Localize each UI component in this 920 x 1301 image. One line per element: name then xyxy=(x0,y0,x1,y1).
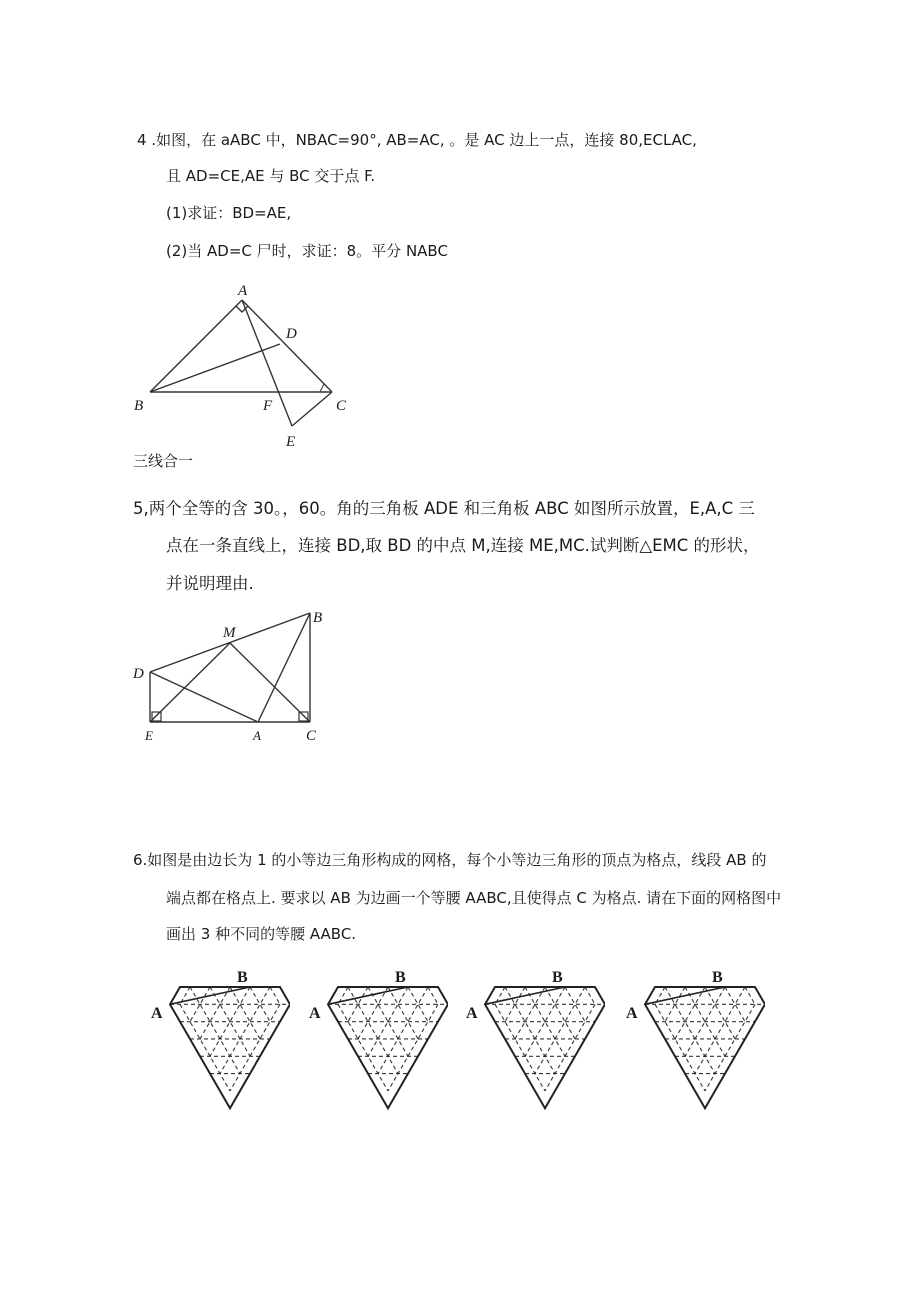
segment-mc xyxy=(230,643,310,722)
q5-line-1: 5,两个全等的含 30。，60。角的三角板 ADE 和三角板 ABC 如图所示放置，E,A,C 三 xyxy=(133,499,755,518)
q6-line-2: 端点都在格点上. 要求以 AB 为边画一个等腰 AABC,且使得点 C 为格点. 请在下面的网格图中 xyxy=(166,889,782,907)
grid-label-a: A xyxy=(151,1005,163,1022)
grid-label-a: A xyxy=(466,1005,478,1022)
label-c: C xyxy=(306,728,317,744)
triangle-grid-4 xyxy=(620,962,765,1137)
q4-line-2: 且 AD=CE,AE 与 BC 交于点 F. xyxy=(166,167,376,185)
label-d: D xyxy=(286,326,297,342)
grid-label-b: B xyxy=(712,969,723,986)
q4-line-4: (2)当 AD=C 尸时，求证：8。平分 NABC xyxy=(166,242,448,260)
grid-lines xyxy=(485,987,605,1108)
label-m: M xyxy=(223,625,236,641)
grid-diagonal xyxy=(695,987,745,1074)
grid-diagonal xyxy=(705,1004,755,1091)
grid-diagonal xyxy=(270,987,280,1004)
grid-diagonal xyxy=(388,1004,438,1091)
label-a: A xyxy=(253,728,261,743)
grid-label-b: B xyxy=(237,969,248,986)
grid-label-b: B xyxy=(552,969,563,986)
label-d: D xyxy=(133,666,144,682)
grid-label-b: B xyxy=(395,969,406,986)
label-a: A xyxy=(238,283,248,299)
grid-diagonal xyxy=(545,1004,595,1091)
q5-line-3: 并说明理由. xyxy=(166,574,254,593)
grid-diagonal xyxy=(428,987,438,1004)
segment-ac xyxy=(242,300,332,392)
q4-line-3: (1)求证：BD=AE, xyxy=(166,204,292,222)
q4-note: 三线合一 xyxy=(133,452,194,470)
triangle-grid-3 xyxy=(460,962,605,1137)
q6-line-3: 画出 3 种不同的等腰 AABC. xyxy=(166,925,357,943)
q4-figure xyxy=(120,278,370,458)
q4-line-1: 4 .如图，在 aABC 中，NBAC=90°, AB=AC, 。是 AC 边上一点，连接 80,ECLAC, xyxy=(137,131,697,149)
label-b: B xyxy=(313,610,323,626)
label-b: B xyxy=(134,398,144,414)
grid-diagonal xyxy=(725,987,745,1022)
q5-figure xyxy=(125,600,335,745)
grid-lines xyxy=(170,987,290,1108)
q5-line-2: 点在一条直线上，连接 BD,取 BD 的中点 M,连接 ME,MC.试判断△EMC 的形状， xyxy=(166,536,760,555)
grid-label-a: A xyxy=(309,1005,321,1022)
segment-ab xyxy=(150,300,242,392)
segment-bd xyxy=(150,344,280,392)
grid-diagonal xyxy=(348,987,398,1074)
grid-lines xyxy=(645,987,765,1108)
grid-diagonal xyxy=(378,987,428,1074)
grid-diagonal xyxy=(745,987,755,1004)
grid-diagonal xyxy=(505,987,555,1074)
right-angle-mark-c xyxy=(320,384,324,392)
grid-lines xyxy=(328,987,448,1108)
grid-diagonal xyxy=(535,987,585,1074)
grid-diagonal xyxy=(338,1004,388,1091)
label-e: E xyxy=(286,434,296,450)
grid-diagonal xyxy=(250,987,270,1022)
grid-diagonal xyxy=(585,987,595,1004)
segment-ce xyxy=(292,392,332,426)
segment-da xyxy=(150,672,258,722)
grid-diagonal xyxy=(655,1004,705,1091)
label-c: C xyxy=(336,398,347,414)
triangle-grid-1 xyxy=(145,962,290,1137)
grid-label-a: A xyxy=(626,1005,638,1022)
label-e: E xyxy=(145,728,153,743)
label-f: F xyxy=(263,398,273,414)
grid-diagonal xyxy=(190,987,240,1074)
grid-diagonal xyxy=(408,987,428,1022)
grid-diagonal xyxy=(565,987,585,1022)
grid-diagonal xyxy=(230,1004,280,1091)
segment-me xyxy=(150,643,230,722)
q6-line-1: 6.如图是由边长为 1 的小等边三角形构成的网格，每个小等边三角形的顶点为格点，线段 AB 的 xyxy=(133,851,767,869)
triangle-grid-2 xyxy=(303,962,448,1137)
grid-diagonal xyxy=(495,1004,545,1091)
grid-diagonal xyxy=(665,987,715,1074)
grid-diagonal xyxy=(180,1004,230,1091)
grid-diagonal xyxy=(220,987,270,1074)
